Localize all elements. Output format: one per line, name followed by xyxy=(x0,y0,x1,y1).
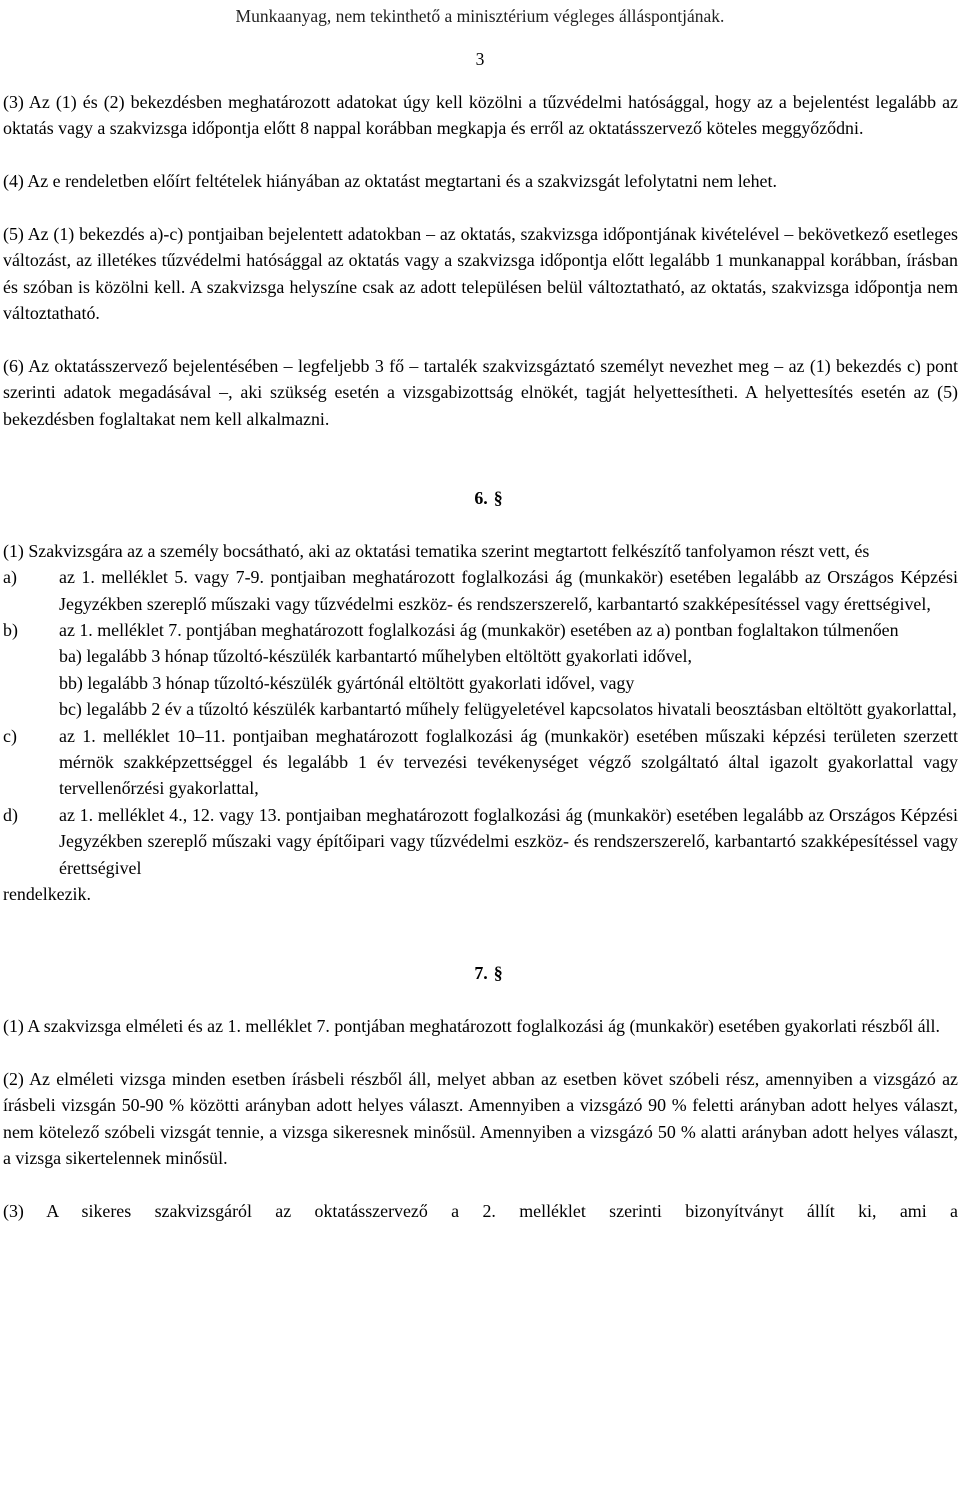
section-7-symbol: § xyxy=(493,963,503,984)
list-item-a xyxy=(3,564,958,617)
section-7-paragraph-2: (2) Az elméleti vizsga minden esetben írásbeli részből áll, melyet abban az esetben követ szóbeli rész, amennyiben a vizsgázó az írásbeli vizsgán 50-90 % közötti arányban adott helyes választ. Amennyiben a vizsgázó 90 % feletti arányban adott helyes választ, nem kötelező szóbeli vizsgát tennie, a vizsga sikeresnek minősül. Amennyiben a vizsgázó 50 % alatti arányban adott helyes választ, a vizsga sikertelennek minősül. xyxy=(3,1068,958,1169)
list-item-label: d) xyxy=(3,804,18,825)
list-item-label: c) xyxy=(3,725,17,746)
section-7-heading xyxy=(11,960,960,986)
section-7-number: 7. xyxy=(474,963,488,984)
section-6-intro: (1) Szakvizsgára az a személy bocsátható, aki az oktatási tematika szerint megtartott felkészítő tanfolyamon részt vett, és xyxy=(3,540,870,561)
draft-notice-header: Munkaanyag, nem tekinthető a minisztérium végleges álláspontjának. xyxy=(235,6,725,26)
list-item-text: az 1. melléklet 5. vagy 7-9. pontjaiban meghatározott foglalkozási ág (munkakör) esetében legalább az Országos Képzési Jegyzékben szereplő műszaki vagy tűzvédelmi eszköz- és rendszerszerelő, karbantartó szakképesítéssel vagy érettségivel, xyxy=(59,567,958,614)
paragraph-3: (3) Az (1) és (2) bekezdésben meghatározott adatokat úgy kell közölni a tűzvédelmi hatósággal, hogy az a bejelentést legalább az oktatás vagy a szakvizsga időpontja előtt 8 nappal korábban megkapja és erről az oktatásszervező köteles meggyőződni. xyxy=(3,92,958,139)
section-6-heading xyxy=(11,485,960,511)
list-item-d xyxy=(3,802,958,881)
list-item-c xyxy=(3,723,958,802)
section-6-symbol: § xyxy=(493,488,503,509)
sub-item-bc: bc) legalább 2 év a tűzoltó készülék karbantartó műhely felügyeletével kapcsolatos hivatali beosztásban eltöltött gyakorlattal, xyxy=(59,699,957,720)
section-7-paragraph-3: (3) A sikeres szakvizsgáról az oktatásszervező a 2. melléklet szerinti bizonyítványt állít ki, ami a xyxy=(3,1200,958,1221)
list-item-b xyxy=(3,617,958,643)
list-item-text: az 1. melléklet 4., 12. vagy 13. pontjaiban meghatározott foglalkozási ág (munkakör) esetében legalább az Országos Képzési Jegyzékben szereplő műszaki vagy építőipari vagy tűzvédelmi eszköz- és rendszerszerelő, karbantartó szakképesítéssel vagy érettségivel xyxy=(59,804,958,878)
section-6-closing: rendelkezik. xyxy=(3,884,91,905)
sub-item-bb: bb) legalább 3 hónap tűzoltó-készülék gyártónál eltöltött gyakorlati idővel, vagy xyxy=(59,672,635,693)
section-6-number: 6. xyxy=(474,488,488,509)
list-item-label: a) xyxy=(3,567,17,588)
list-item-text: az 1. melléklet 10‒11. pontjaiban meghatározott foglalkozási ág (munkakör) esetében műszaki képzési területen szerzett mérnök szakképzettséggel és legalább 1 év tervezési tevékenységet végző szolgáltató által igazolt gyakorlattal vagy tervellenőrzési gyakorlattal, xyxy=(59,725,958,799)
section-7-paragraph-1: (1) A szakvizsga elméleti és az 1. melléklet 7. pontjában meghatározott foglalkozási ág (munkakör) esetében gyakorlati részből áll. xyxy=(3,1016,940,1037)
sub-item-ba: ba) legalább 3 hónap tűzoltó-készülék karbantartó műhelyben eltöltött gyakorlati idővel, xyxy=(59,646,692,667)
list-item-text: az 1. melléklet 7. pontjában meghatározott foglalkozási ág (munkakör) esetében az a) pontban foglaltakon túlmenően xyxy=(59,620,899,641)
page-number: 3 xyxy=(475,49,485,69)
paragraph-4: (4) Az e rendeletben előírt feltételek hiányában az oktatást megtartani és a szakvizsgát lefolytatni nem lehet. xyxy=(3,171,777,192)
paragraph-5: (5) Az (1) bekezdés a)-c) pontjaiban bejelentett adatokban ‒ az oktatás, szakvizsga időpontjának kivételével ‒ bekövetkező esetleges változást, az illetékes tűzvédelmi hatósággal az oktatás vagy a szakvizsga időpontja előtt legalább 1 munkanappal korábban, írásban és szóban is közölni kell. A szakvizsga helyszíne csak az adott településen belül változtatható, az oktatás, szakvizsga időpontja nem változtatható. xyxy=(3,224,958,324)
list-item-label: b) xyxy=(3,620,18,641)
paragraph-6: (6) Az oktatásszervező bejelentésében ‒ legfeljebb 3 fő ‒ tartalék szakvizsgáztató személyt nevezhet meg ‒ az (1) bekezdés c) pont szerinti adatok megadásával ‒, aki szükség esetén a vizsgabizottság elnökét, tagját helyettesítheti. A helyettesítés esetén az (5) bekezdésben foglaltakat nem kell alkalmazni. xyxy=(3,356,958,429)
document-body xyxy=(3,89,958,1224)
